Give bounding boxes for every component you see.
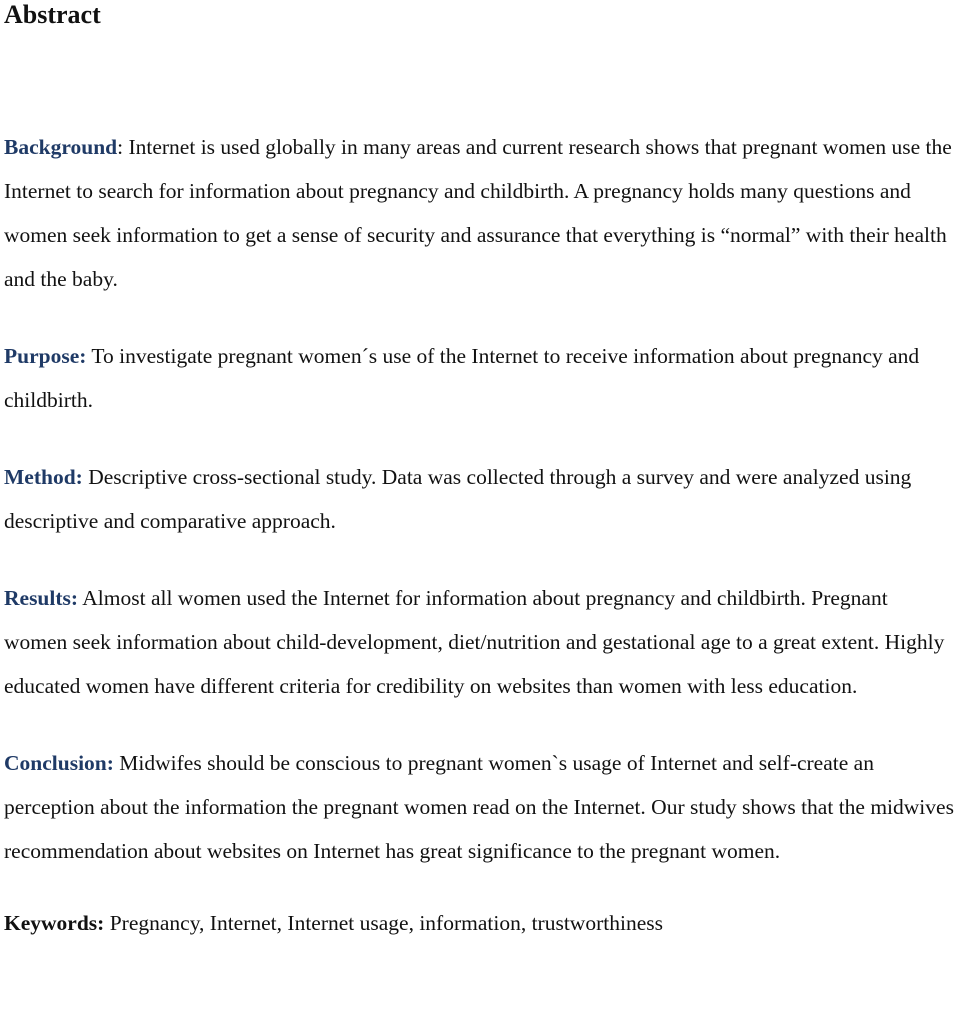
abstract-page: [4, 0, 954, 945]
keywords-text: Pregnancy, Internet, Internet usage, information, trustworthiness: [104, 911, 663, 935]
purpose-label: Purpose:: [4, 344, 87, 368]
method-paragraph: [4, 455, 954, 543]
results-paragraph: [4, 576, 954, 708]
conclusion-text: Midwifes should be conscious to pregnant women`s usage of Internet and self-create an perception about the information the pregnant women read on the Internet. Our study shows that the midwives recommendation about websites on Internet has great significance to the pregnant women.: [4, 751, 954, 863]
purpose-text: To investigate pregnant women´s use of the Internet to receive information about pregnancy and childbirth.: [4, 344, 920, 412]
method-text: Descriptive cross-sectional study. Data was collected through a survey and were analyzed using descriptive and comparative approach.: [4, 465, 912, 533]
keywords-label: Keywords:: [4, 911, 105, 935]
results-text: Almost all women used the Internet for information about pregnancy and childbirth. Pregnant women seek information about child-development, diet/nutrition and gestational age to a great extent. Highly educated women have different criteria for credibility on websites than women with less education.: [4, 586, 945, 698]
background-label: Background: [4, 135, 118, 159]
background-paragraph: [4, 125, 954, 301]
background-text: : Internet is used globally in many areas and current research shows that pregnant women use the Internet to search for information about pregnancy and childbirth. A pregnancy holds many questions and women seek information to get a sense of security and assurance that everything is “normal” with their health and the baby.: [4, 135, 952, 291]
purpose-paragraph: [4, 334, 954, 422]
conclusion-paragraph: [4, 741, 954, 873]
results-label: Results:: [4, 586, 79, 610]
method-label: Method:: [4, 465, 83, 489]
conclusion-label: Conclusion:: [4, 751, 114, 775]
abstract-title: Abstract: [4, 0, 101, 29]
keywords-paragraph: [4, 901, 954, 945]
